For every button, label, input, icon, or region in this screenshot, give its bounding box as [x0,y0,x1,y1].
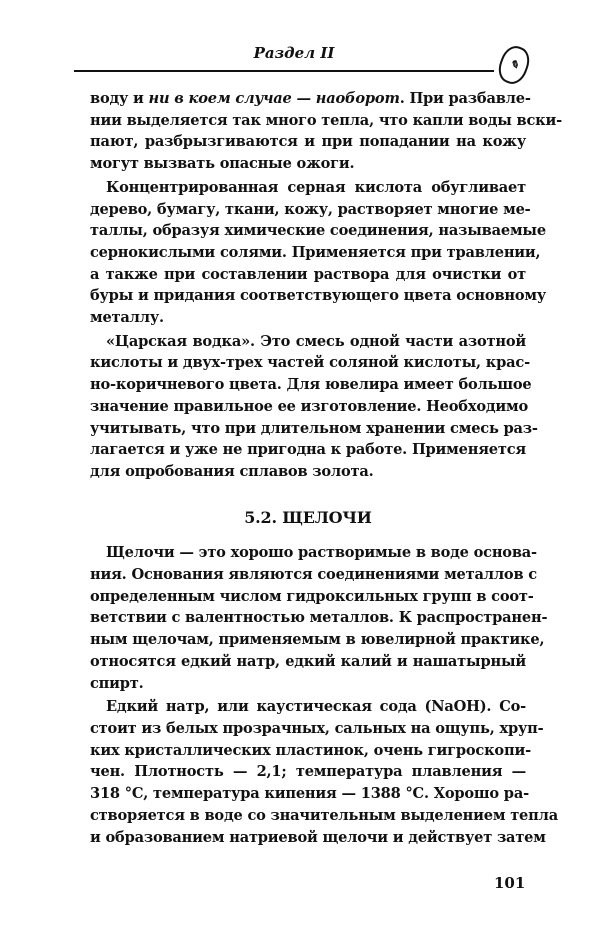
text-line: дерево, бумагу, ткани, кожу, растворяет многие ме- [90,200,531,218]
text-line: ветствии с валентностью металлов. К распространен- [90,609,548,627]
text-line: металлу. [90,309,164,327]
text-line: 318 °С, температура кипения — 1388 °С. Хорошо ра- [90,785,529,803]
text-line: створяется в воде со значительным выделением тепла [90,806,558,824]
text-line: и образованием натриевой щелочи и действует затем [90,828,546,846]
text-line: воду и ни в коем случае — наоборот. При разбавле- [90,90,531,107]
text-line: Щелочи — это хорошо растворимые в воде основа- [106,544,537,562]
text-line: значение правильное ее изготовление. Необходимо [90,397,529,415]
text-line: Едкий натр, или каустическая сода (NaOH). Со- [106,698,526,716]
text-line: сернокислыми солями. Применяется при травлении, [90,243,541,261]
text-line: Концентрированная серная кислота обугливает [106,178,526,196]
text-line: ным щелочам, применяемым в ювелирной практике, [90,631,545,649]
text-line: пают, разбрызгиваются и при попадании на кожу [90,133,526,151]
header-rule [74,70,494,72]
text-line: могут вызвать опасные ожоги. [90,155,355,173]
page-number: 101 [494,874,526,892]
text-line: ния. Основания являются соединениями металлов с [90,566,537,584]
text-line: учитывать, что при длительном хранении смесь раз- [90,419,538,437]
body-text [90,88,562,848]
text-line: кислоты и двух-трех частей соляной кислоты, крас- [90,354,530,372]
text-line: «Царская водка». Это смесь одной части азотной [106,332,526,350]
text-line: определенным числом гидроксильных групп в соот- [90,587,534,605]
text-line: но-коричневого цвета. Для ювелира имеет большое [90,376,532,394]
text-line: лагается и уже не пригодна к работе. Применяется [90,441,526,459]
section-emblem-icon: ✎ [494,42,533,87]
running-header: Раздел II [253,44,335,62]
text-line: буры и придания соответствующего цвета основному [90,287,547,305]
text-line: спирт. [90,674,144,692]
text-line: чен. Плотность — 2,1; температура плавления — [90,763,526,781]
text-line: относятся едкий натр, едкий калий и нашатырный [90,652,526,670]
text-line: для опробования сплавов золота. [90,462,374,480]
text-line: а также при составлении раствора для очистки от [90,265,526,283]
text-line: нии выделяется так много тепла, что капли воды вски- [90,111,562,129]
section-heading: 5.2. ЩЕЛОЧИ [244,507,372,527]
text-line: таллы, образуя химические соединения, называемые [90,222,546,240]
text-line: стоит из белых прозрачных, сальных на ощупь, хруп- [90,719,544,737]
text-line: ких кристаллических пластинок, очень гигроскопи- [90,741,531,759]
